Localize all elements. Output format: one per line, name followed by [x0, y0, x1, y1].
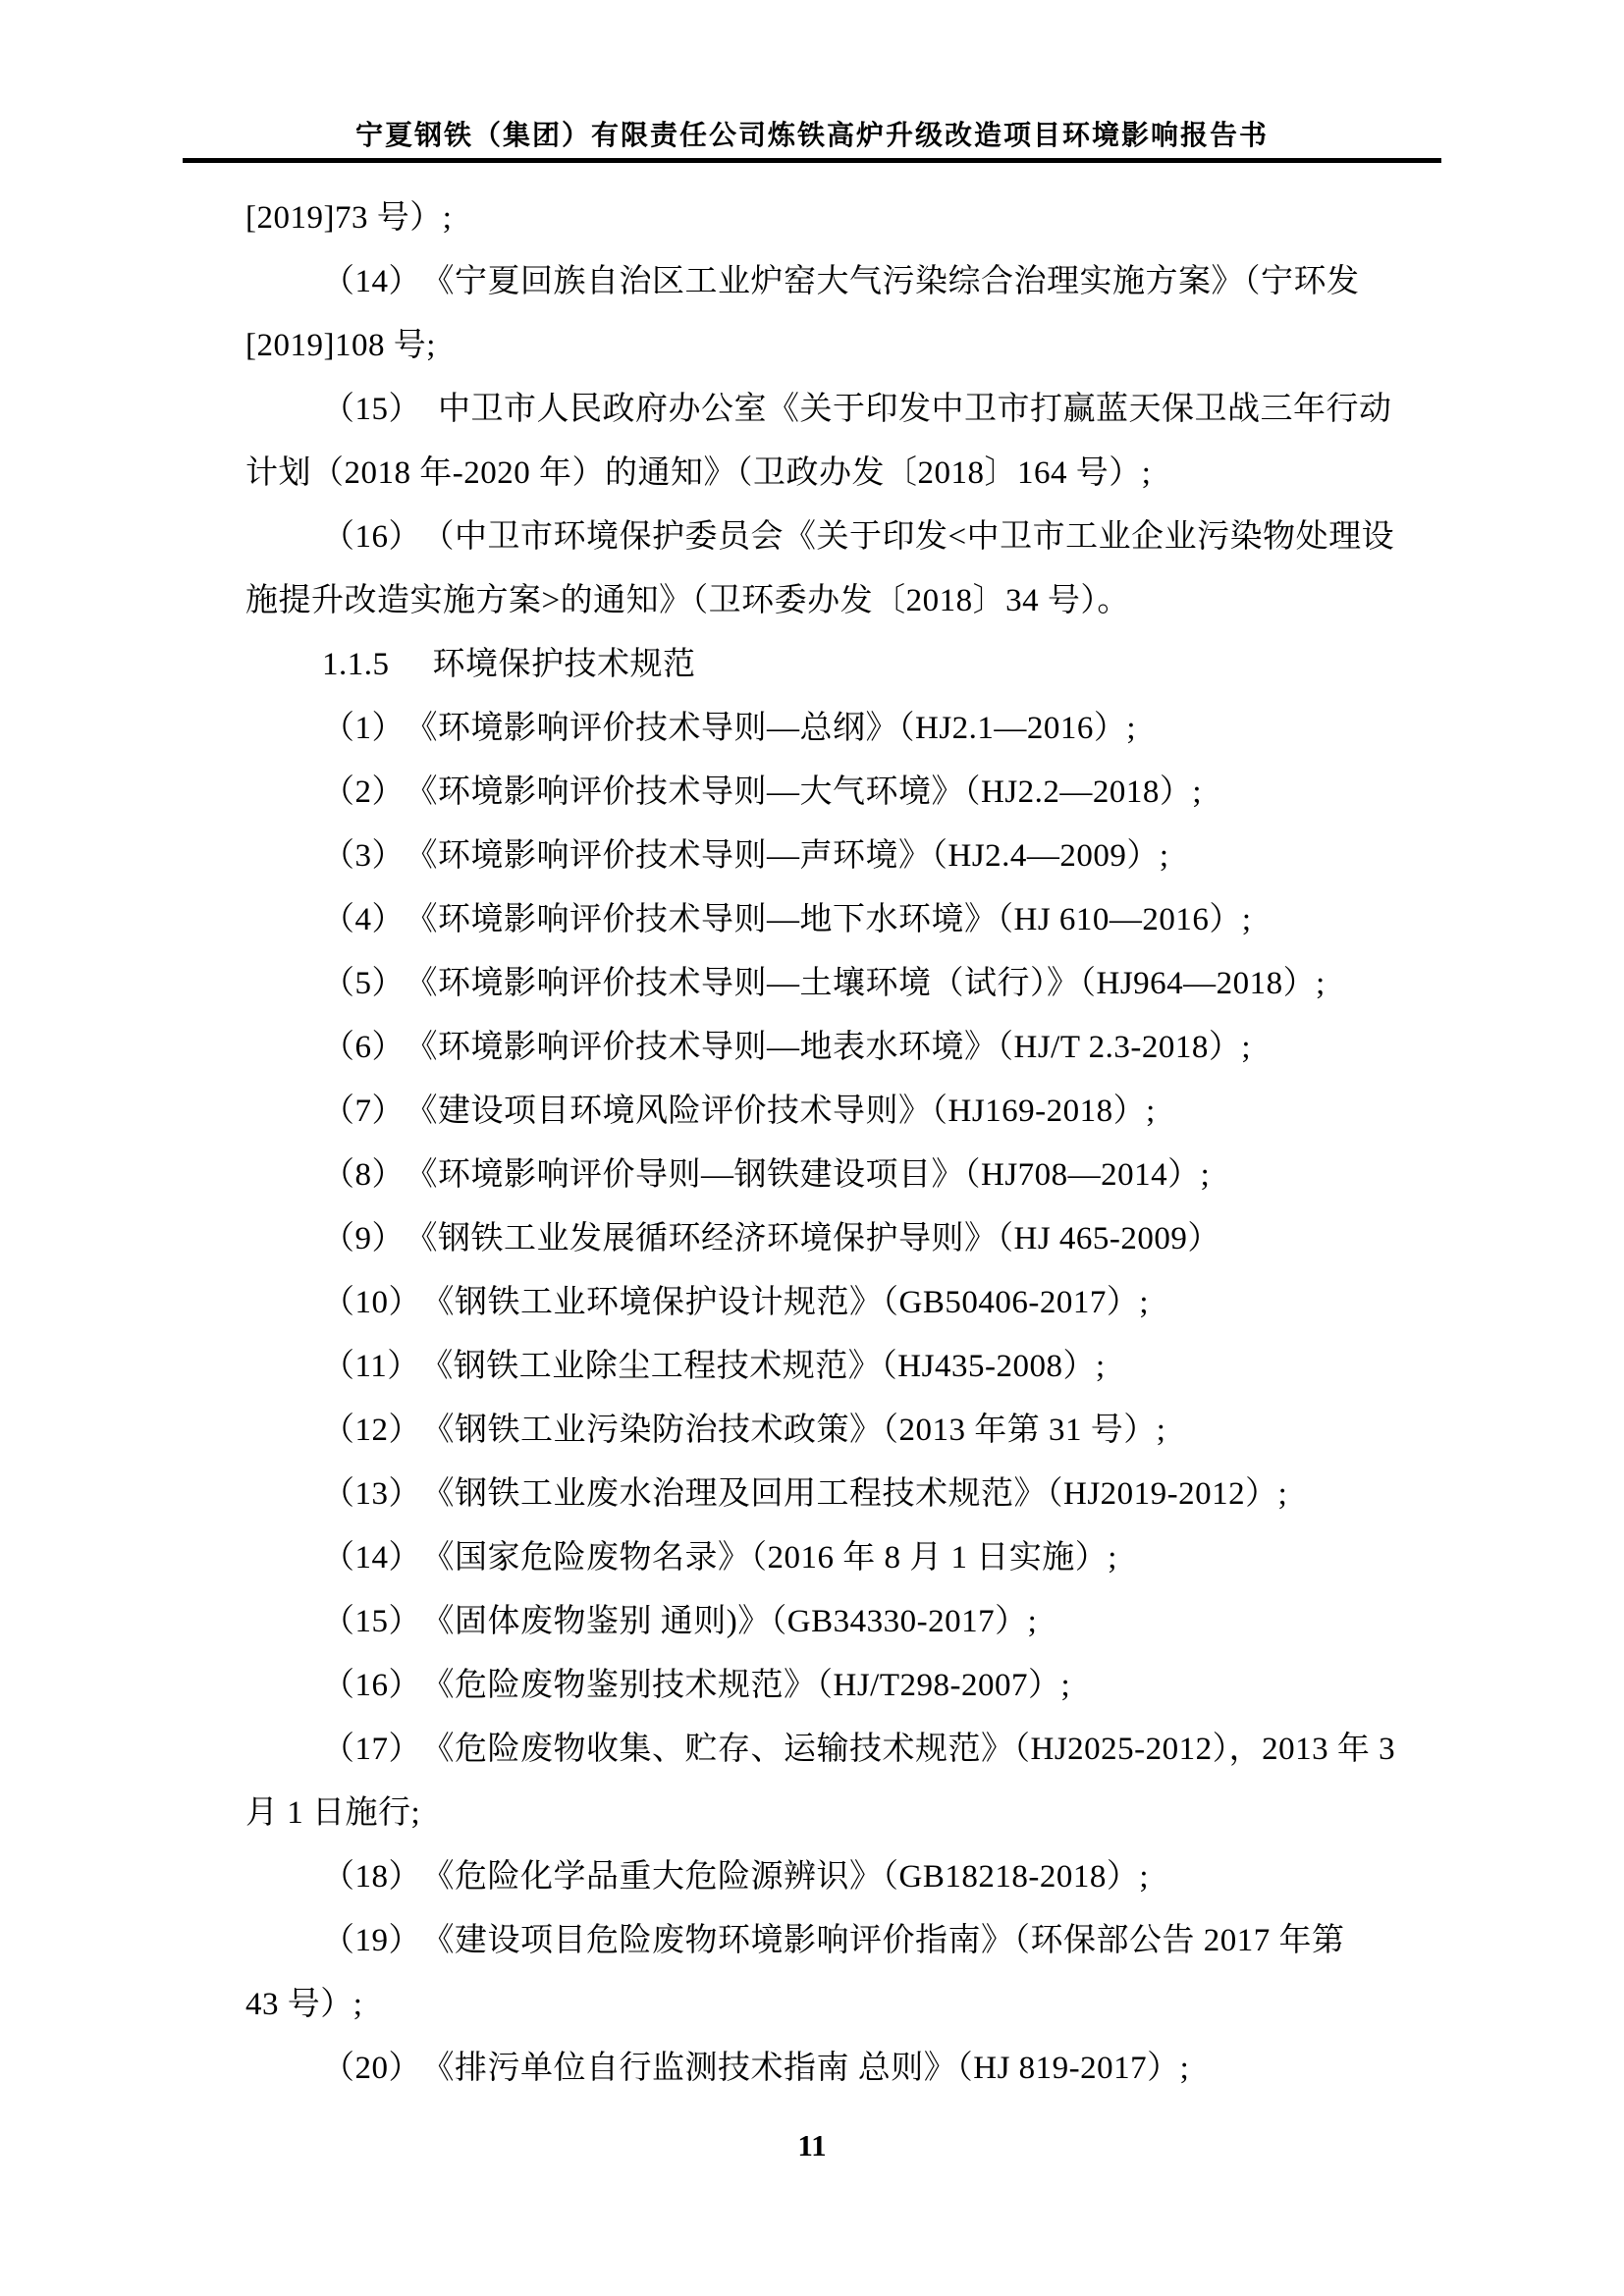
paragraph-line: 43 号）;	[245, 1987, 363, 2022]
paragraph-line: 施提升改造实施方案>的通知》（卫环委办发〔2018〕34 号）。	[245, 583, 1130, 618]
paragraph-line: （20） 《排污单位自行监测技术指南 总则》（HJ 819-2017）;	[322, 2051, 1190, 2086]
paragraph-line: （6） 《环境影响评价技术导则—地表水环境》（HJ/T 2.3-2018）;	[322, 1030, 1252, 1065]
page-header-title: 宁夏钢铁（集团）有限责任公司炼铁高炉升级改造项目环境影响报告书	[354, 121, 1269, 151]
paragraph-line: （16） 《危险废物鉴别技术规范》（HJ/T298-2007）;	[322, 1668, 1071, 1703]
paragraph-line: （10） 《钢铁工业环境保护设计规范》（GB50406-2017）;	[322, 1285, 1149, 1320]
page-number: 11	[797, 2128, 827, 2163]
paragraph-line: （14） 《国家危险废物名录》（2016 年 8 月 1 日实施）;	[322, 1540, 1117, 1575]
paragraph-line: （15） 《固体废物鉴别 通则)》（GB34330-2017）;	[322, 1604, 1038, 1639]
paragraph-line: （3） 《环境影响评价技术导则—声环境》（HJ2.4—2009）;	[322, 838, 1169, 874]
section-heading	[245, 633, 1409, 697]
paragraph-line: [2019]108 号;	[245, 328, 436, 363]
document-body	[245, 187, 1409, 2101]
paragraph-line: （7） 《建设项目环境风险评价技术导则》（HJ169-2018）;	[322, 1094, 1156, 1129]
paragraph-line: （1） 《环境影响评价技术导则—总纲》（HJ2.1—2016）;	[322, 711, 1137, 746]
paragraph-line: （8） 《环境影响评价导则—钢铁建设项目》（HJ708—2014）;	[322, 1157, 1211, 1193]
paragraph-line: （12） 《钢铁工业污染防治技术政策》（2013 年第 31 号）;	[322, 1413, 1166, 1448]
paragraph-line: 月 1 日施行;	[245, 1795, 421, 1831]
paragraph-line: （18） 《危险化学品重大危险源辨识》（GB18218-2018）;	[322, 1859, 1149, 1895]
section-title: 环境保护技术规范	[432, 647, 696, 682]
header-divider	[183, 158, 1441, 163]
paragraph-line: （19） 《建设项目危险废物环境影响评价指南》（环保部公告 2017 年第	[322, 1923, 1345, 1958]
paragraph-line: （2） 《环境影响评价技术导则—大气环境》（HJ2.2—2018）;	[322, 774, 1203, 810]
paragraph-line: （14） 《宁夏回族自治区工业炉窑大气污染综合治理实施方案》（宁环发	[322, 264, 1360, 299]
paragraph-line: （17） 《危险废物收集、贮存、运输技术规范》（HJ2025-2012），2013 年 3	[322, 1732, 1396, 1767]
paragraph-line: （13） 《钢铁工业废水治理及回用工程技术规范》（HJ2019-2012）;	[322, 1476, 1288, 1512]
paragraph-line: （5） 《环境影响评价技术导则—土壤环境（试行）》（HJ964—2018）;	[322, 966, 1326, 1001]
paragraph-line: [2019]73 号）;	[245, 200, 453, 236]
section-number: 1.1.5	[322, 647, 390, 682]
paragraph-line: （16） （中卫市环境保护委员会《关于印发<中卫市工业企业污染物处理设	[322, 519, 1395, 555]
paragraph-line: （15） 中卫市人民政府办公室《关于印发中卫市打赢蓝天保卫战三年行动	[322, 392, 1392, 427]
paragraph-line: （9） 《钢铁工业发展循环经济环境保护导则》（HJ 465-2009）	[322, 1221, 1220, 1256]
paragraph-line: 计划（2018 年-2020 年）的通知》（卫政办发〔2018〕164 号）;	[245, 455, 1152, 491]
paragraph-line: （4） 《环境影响评价技术导则—地下水环境》（HJ 610—2016）;	[322, 902, 1252, 937]
paragraph-line: （11） 《钢铁工业除尘工程技术规范》（HJ435-2008）;	[322, 1349, 1106, 1384]
